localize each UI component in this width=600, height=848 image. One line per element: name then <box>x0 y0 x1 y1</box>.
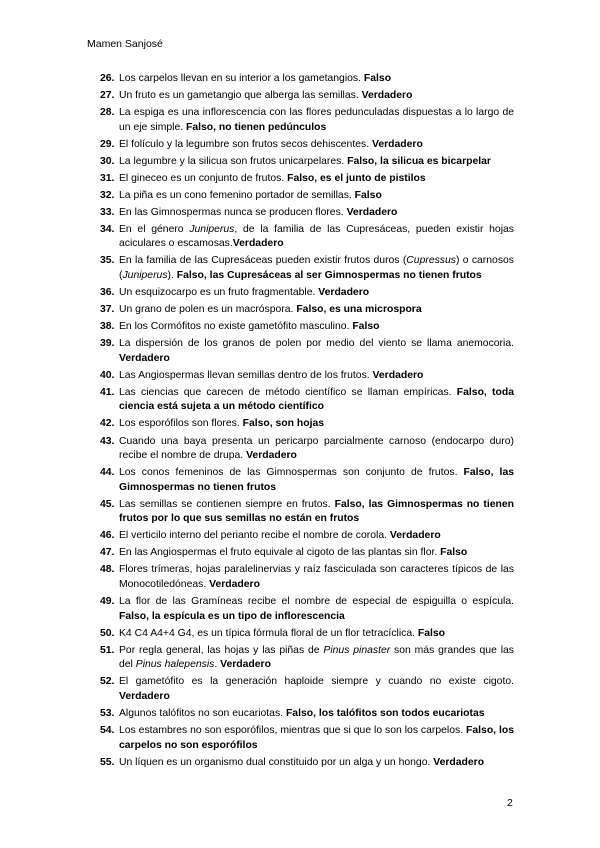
statement-item <box>100 206 514 221</box>
statement-item <box>100 320 514 335</box>
statement-item <box>100 724 514 753</box>
statement-number: 34. <box>100 223 115 235</box>
answer-text: Falso, los talófitos son todos eucariotas <box>285 707 485 719</box>
statement-item <box>100 386 514 415</box>
author-header: Mamen Sanjosé <box>87 38 163 50</box>
statement-number: 27. <box>100 90 115 102</box>
answer-text: Falso, son hojas <box>242 418 325 430</box>
statement-item <box>100 138 514 153</box>
taxon-name: Pinus pinaster <box>323 644 391 656</box>
statement-number: 32. <box>100 189 115 201</box>
statement-item <box>100 286 514 301</box>
statement-item <box>100 675 514 704</box>
statement-number: 39. <box>100 338 115 350</box>
answer-text: Verdadero <box>433 756 485 768</box>
statement-number: 55. <box>100 756 115 768</box>
statement-number: 44. <box>100 467 115 479</box>
answer-text: Falso <box>363 73 392 84</box>
answer-text: Verdadero <box>220 659 271 671</box>
statement-text: ). <box>167 270 177 282</box>
statement-number: 36. <box>100 287 115 299</box>
statement-text: El gametófito es la generación haploide siempre y cuando no existe cigoto. <box>119 676 514 688</box>
answer-text: Falso, la espícula es un tipo de inflorescencia <box>119 610 345 622</box>
statement-number: 31. <box>100 172 115 184</box>
statement-item <box>100 644 514 673</box>
statement-text: El gineceo es un conjunto de frutos. <box>119 172 288 184</box>
statement-text: En las Gimnospermas nunca se producen flores. <box>119 206 347 218</box>
answer-text: Falso <box>354 189 382 201</box>
statement-number: 30. <box>100 155 115 167</box>
answer-text: Falso <box>417 627 446 639</box>
statement-item <box>100 254 514 283</box>
answer-text: Falso <box>440 547 468 559</box>
statement-item <box>100 498 514 527</box>
statement-text: En las Angiospermas el fruto equivale al cigoto de las plantas sin flor. <box>119 547 441 559</box>
statement-text: En la familia de las Cupresáceas pueden existir frutos duros ( <box>119 255 407 267</box>
statement-item <box>100 189 514 204</box>
statement-number: 53. <box>100 707 115 719</box>
statement-text: Las Angiospermas llevan semillas dentro de los frutos. <box>119 369 373 381</box>
statement-number: 33. <box>100 206 115 218</box>
taxon-name: Pinus halepensis <box>135 659 215 671</box>
statement-item <box>100 707 514 722</box>
statement-text: El verticilo interno del perianto recibe el nombre de corola. <box>119 530 390 542</box>
statement-text: En los Cormófitos no existe gametófito masculino. <box>119 321 353 333</box>
page-number: 2 <box>507 797 513 809</box>
answer-text: Falso, no tienen pedúnculos <box>186 121 327 133</box>
statement-text: La espiga es una inflorescencia con las flores pedunculadas dispuestas a lo largo de un eje simple. <box>119 107 514 133</box>
statement-item <box>100 756 514 771</box>
answer-text: Verdadero <box>232 238 284 250</box>
statement-number: 48. <box>100 564 115 576</box>
answer-text: Verdadero <box>371 138 423 150</box>
statement-item <box>100 563 514 592</box>
statement-text: El folículo y la legumbre son frutos secos dehiscentes. <box>119 138 372 150</box>
answer-text: Verdadero <box>372 369 424 381</box>
answer-text: Falso, toda ciencia está sujeta a un método científico <box>119 386 514 413</box>
statement-item <box>100 529 514 544</box>
statement-text: Un esquizocarpo es un fruto fragmentable. <box>119 287 319 299</box>
taxon-name: Juniperus <box>122 270 168 282</box>
statement-number: 38. <box>100 321 115 333</box>
statement-number: 28. <box>100 107 115 119</box>
statement-number: 49. <box>100 596 115 608</box>
answer-text: Falso, es una microspora <box>296 304 422 316</box>
statement-text: Los esporófilos son flores. <box>119 418 243 430</box>
statement-text: Los carpelos llevan en su interior a los gametangios. <box>119 73 364 84</box>
statement-text: son más grandes que las del <box>119 644 514 671</box>
statement-number: 50. <box>100 627 115 639</box>
statement-text: Cuando una baya presenta un pericarpo parcialmente carnoso (endocarpo duro) recibe el nombre de drupa. <box>119 435 514 462</box>
statement-text: K4 C4 A4+4 G4, es un típica fórmula floral de un flor tetracíclica. <box>119 627 418 639</box>
statement-item <box>100 417 514 432</box>
answer-text: Falso, la silicua es bicarpelar <box>347 155 491 167</box>
statement-text: Algunos talófitos no son eucariotas. <box>119 707 286 719</box>
answer-text: Verdadero <box>119 690 170 702</box>
statement-text: Flores trímeras, hojas paralelinervias y raíz fasciculada son caracteres típicos de las Monocotiledóneas. <box>119 564 514 591</box>
statement-item <box>100 627 514 642</box>
statement-text: La flor de las Gramíneas recibe el nombre de especial de espiguilla o espícula. <box>119 596 514 608</box>
statement-text: La piña es un cono femenino portador de semillas. <box>119 189 355 201</box>
statement-number: 52. <box>100 676 115 688</box>
statement-item <box>100 303 514 318</box>
statement-number: 35. <box>100 255 115 267</box>
statement-item <box>100 546 514 561</box>
statement-text: Los estambres no son esporófilos, mientras que si que lo son los carpelos. <box>119 725 467 736</box>
statement-item <box>100 369 514 384</box>
statement-text: Un grano de polen es un macróspora. <box>119 304 297 316</box>
answer-text: Verdadero <box>119 352 170 364</box>
statement-item <box>100 72 514 87</box>
statement-text: La dispersión de los granos de polen por medio del viento se llama anemocoria. <box>119 338 514 350</box>
statement-number: 42. <box>100 418 115 430</box>
answer-text: Falso <box>352 321 380 333</box>
answer-text: Falso, las Cupresáceas al ser Gimnospermas no tienen frutos <box>176 270 482 282</box>
taxon-name: Juniperus <box>189 223 235 235</box>
answer-text: Falso, las Gimnospermas no tienen frutos por lo que sus semillas no están en frutos <box>119 498 514 525</box>
statement-item <box>100 337 514 366</box>
statement-number: 45. <box>100 498 115 510</box>
statement-item <box>100 106 514 135</box>
statement-number: 51. <box>100 644 115 656</box>
answer-text: Verdadero <box>346 206 398 218</box>
statement-text: Por regla general, las hojas y las piñas de <box>119 644 324 656</box>
statement-item <box>100 595 514 624</box>
statement-text: Los conos femeninos de las Gimnospermas son conjunto de frutos. <box>119 467 464 479</box>
statement-number: 43. <box>100 435 115 447</box>
statement-number: 37. <box>100 304 115 316</box>
statement-text: , de la familia de las Cupresáceas, pueden existir hojas aciculares o escamosas. <box>119 223 514 250</box>
statement-text: ) o carnosos ( <box>119 255 514 282</box>
answer-text: Verdadero <box>361 90 413 102</box>
statement-item <box>100 466 514 495</box>
statement-number: 54. <box>100 725 115 736</box>
statement-number: 40. <box>100 369 115 381</box>
statement-item <box>100 89 514 104</box>
answer-text: Falso, es el junto de pistilos <box>287 172 426 184</box>
statement-text: Las ciencias que carecen de método científico se llaman empíricas. <box>119 386 457 398</box>
taxon-name: Cupressus <box>406 255 456 267</box>
answer-text: Verdadero <box>209 579 260 591</box>
statement-item <box>100 435 514 464</box>
statement-text: Las semillas se contienen siempre en frutos. <box>119 498 335 510</box>
answer-text: Falso, los carpelos no son esporófilos <box>119 725 514 751</box>
statement-number: 41. <box>100 386 115 398</box>
statement-number: 29. <box>100 138 115 150</box>
answer-text: Verdadero <box>389 530 441 542</box>
answer-text: Falso, las Gimnospermas no tienen frutos <box>119 467 515 493</box>
statement-text: En el género <box>119 223 190 235</box>
statement-text: . <box>214 659 221 671</box>
statement-text: La legumbre y la silicua son frutos unicarpelares. <box>119 155 348 167</box>
statement-item <box>100 172 514 187</box>
answer-text: Verdadero <box>318 287 370 299</box>
statement-item <box>100 155 514 170</box>
statement-item <box>100 223 514 252</box>
statement-text: Un fruto es un gametangio que alberga las semillas. <box>119 90 362 102</box>
statement-text: Un líquen es un organismo dual constituido por un alga y un hongo. <box>119 756 434 768</box>
answer-text: Verdadero <box>246 450 297 462</box>
statement-number: 26. <box>100 73 115 84</box>
question-list <box>100 72 514 773</box>
statement-number: 46. <box>100 530 115 542</box>
statement-number: 47. <box>100 547 115 559</box>
